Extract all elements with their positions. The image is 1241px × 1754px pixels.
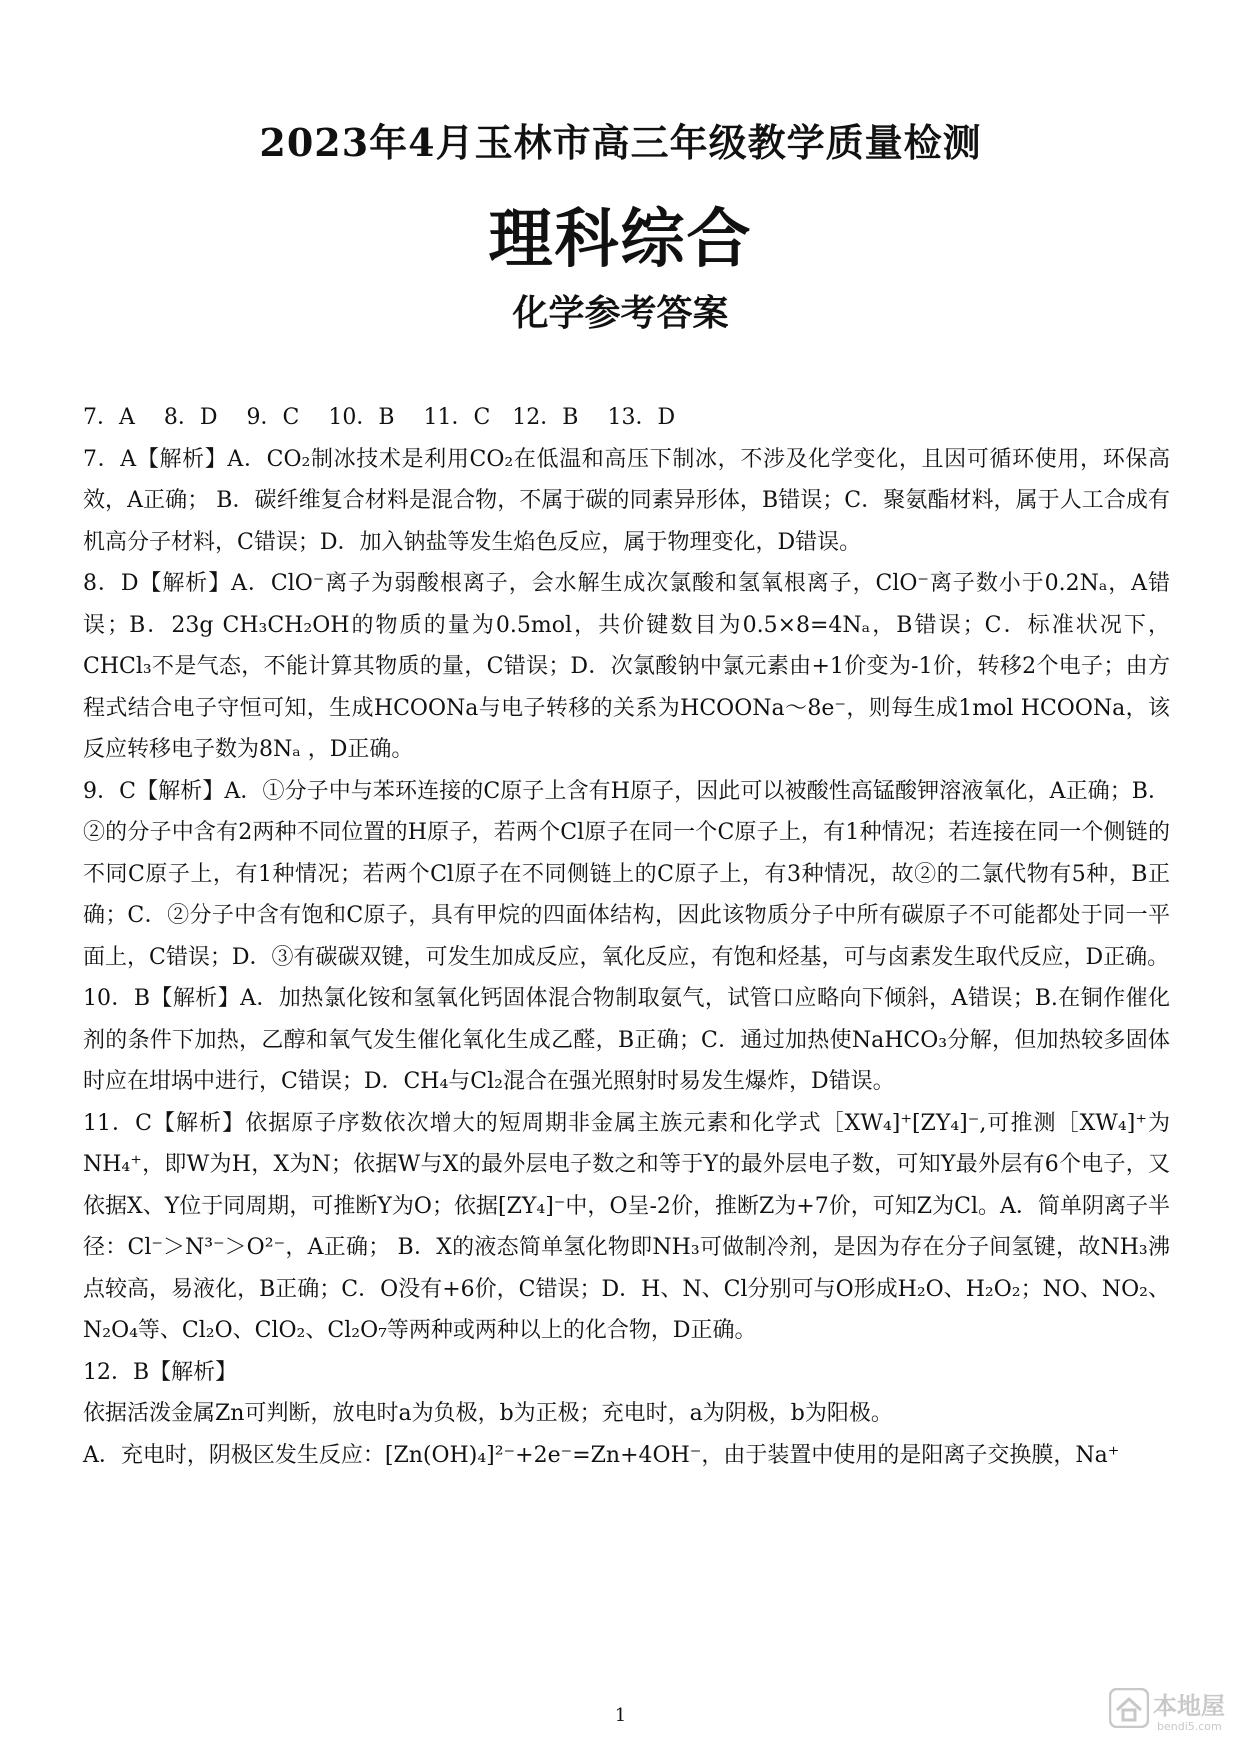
exam-title: 2023年4月玉林市高三年级教学质量检测 <box>259 120 982 165</box>
subject-title: 理科综合 <box>488 203 753 277</box>
answers-summary: 7．A 8．D 9．C 10．B 11．C 12．B 13．D <box>83 405 676 430</box>
watermark-name: 本地屋 <box>1153 1692 1225 1720</box>
watermark <box>1109 1684 1227 1742</box>
explanation-q11: 11．C【解析】依据原子序数依次增大的短周期非金属主族元素和化学式［XW₄]⁺[ZY₄]⁻,可推测［XW₄]⁺为NH₄⁺，即W为H，X为N；依据W与X的最外层电子数之和等于Y的最外层电子数，可知Y最外层有6个电子，又依据X、Y位于同周期，可推断Y为O；依据[ZY₄]⁻中，O呈-2价，推断Z为+7价，可知Z为Cl。A．简单阴离子半径：Cl⁻＞N³⁻＞O²⁻，A正确； B．X的液态简单氢化物即NH₃可做制冷剂，是因为存在分子间氢键，故NH₃沸点较高，易液化，B正确；C．O没有+6价，C错误；D．H、N、Cl分别可与O形成H₂O、H₂O₂；NO、NO₂、N₂O₄等、Cl₂O、ClO₂、Cl₂O₇等两种或两种以上的化合物，D正确。 <box>83 1110 1170 1343</box>
explanation-q8: 8．D【解析】A．ClO⁻离子为弱酸根离子，会水解生成次氯酸和氢氧根离子，ClO⁻离子数小于0.2Nₐ，A错误；B．23g CH₃CH₂OH的物质的量为0.5mol，共价键数目为0.5×8=4Nₐ，B错误；C．标准状况下，CHCl₃不是气态，不能计算其物质的量，C错误；D．次氯酸钠中氯元素由+1价变为-1价，转移2个电子；由方程式结合电子守恒可知，生成HCOONa与电子转移的关系为HCOONa～8e⁻，则每生成1mol HCOONa，该反应转移电子数为8Nₐ ，D正确。 <box>83 571 1170 762</box>
house-logo-icon <box>1109 1688 1149 1728</box>
explanation-q9: 9．C【解析】A．①分子中与苯环连接的C原子上含有H原子，因此可以被酸性高锰酸钾溶液氧化，A正确；B．②的分子中含有2两种不同位置的H原子，若两个Cl原子在同一个C原子上，有1种情况；若连接在同一个侧链的不同C原子上，有1种情况；若两个Cl原子在不同侧链上的C原子上，有3种情况，故②的二氯代物有5种，B正确；C．②分子中含有饱和C原子，具有甲烷的四面体结构，因此该物质分子中所有碳原子不可能都处于同一平面上，C错误；D．③有碳碳双键，可发生加成反应，氧化反应，有饱和烃基，可与卤素发生取代反应，D正确。 <box>83 778 1170 970</box>
explanation-q7: 7．A【解析】A．CO₂制冰技术是利用CO₂在低温和高压下制冰，不涉及化学变化，且因可循环使用，环保高效，A正确； B．碳纤维复合材料是混合物，不属于碳的同素异形体，B错误；C．聚氨酯材料，属于人工合成有机高分子材料，C错误；D．加入钠盐等发生焰色反应，属于物理变化，D错误。 <box>83 446 1170 555</box>
answer-body <box>83 397 1170 1476</box>
explanation-q12-header: 12．B【解析】 <box>83 1359 238 1385</box>
explanation-q12-a: A．充电时，阴极区发生反应：[Zn(OH)₄]²⁻+2e⁻=Zn+4OH⁻，由于装置中使用的是阳离子交换膜，Na⁺ <box>83 1442 1120 1468</box>
explanation-q10: 10．B【解析】A．加热氯化铵和氢氧化钙固体混合物制取氨气，试管口应略向下倾斜，A错误；B.在铜作催化剂的条件下加热，乙醇和氧气发生催化氧化生成乙醛，B正确；C．通过加热使NaHCO₃分解，但加热较多固体时应在坩埚中进行，C错误；D．CH₄与Cl₂混合在强光照射时易发生爆炸，D错误。 <box>83 986 1170 1094</box>
page-number: 1 <box>614 1705 627 1726</box>
watermark-url: bendi5.com <box>1157 1720 1222 1733</box>
explanation-q12-intro: 依据活泼金属Zn可判断，放电时a为负极，b为正极；充电时，a为阴极，b为阳极。 <box>83 1401 893 1426</box>
answer-key-title: 化学参考答案 <box>512 293 729 334</box>
